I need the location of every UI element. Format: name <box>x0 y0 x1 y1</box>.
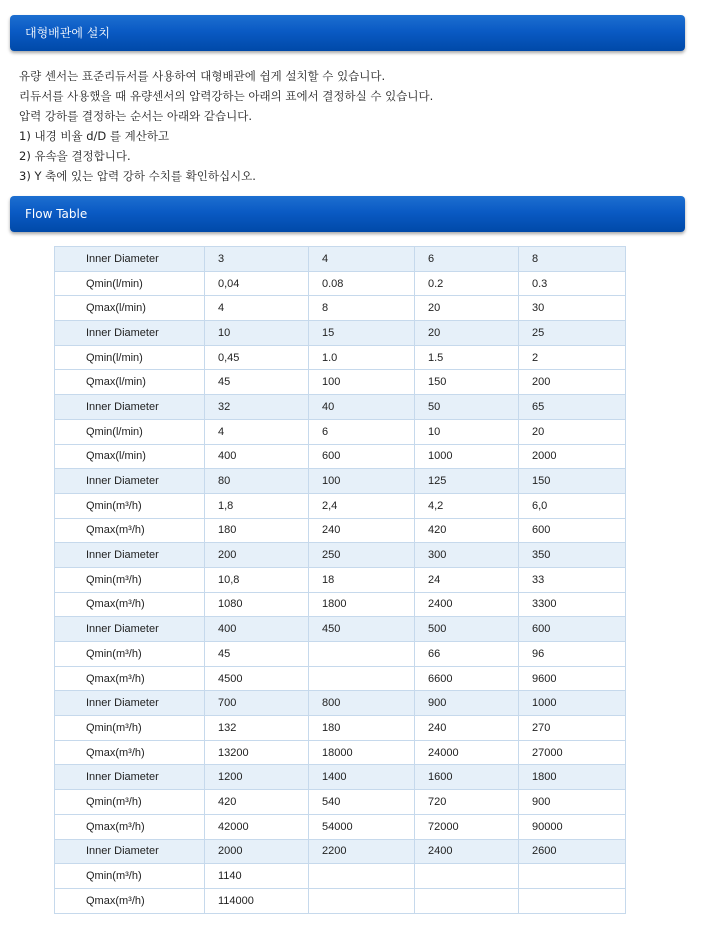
value-cell <box>309 666 415 691</box>
table-row <box>55 691 626 716</box>
value-cell: 18000 <box>309 740 415 765</box>
value-cell <box>309 642 415 667</box>
value-cell: 90000 <box>519 814 626 839</box>
row-label-cell: Inner Diameter <box>55 765 205 790</box>
value-cell: 66 <box>415 642 519 667</box>
table-row <box>55 567 626 592</box>
value-cell: 100 <box>309 370 415 395</box>
value-cell: 2000 <box>205 839 309 864</box>
row-label-cell: Inner Diameter <box>55 247 205 272</box>
value-cell: 400 <box>205 617 309 642</box>
value-cell: 600 <box>519 617 626 642</box>
table-row <box>55 839 626 864</box>
value-cell: 65 <box>519 395 626 420</box>
row-label-cell: Qmax(l/min) <box>55 296 205 321</box>
value-cell: 900 <box>519 790 626 815</box>
value-cell: 25 <box>519 321 626 346</box>
value-cell: 0.2 <box>415 271 519 296</box>
row-label-cell: Qmax(m³/h) <box>55 666 205 691</box>
value-cell: 45 <box>205 642 309 667</box>
value-cell: 96 <box>519 642 626 667</box>
value-cell: 13200 <box>205 740 309 765</box>
value-cell: 1800 <box>519 765 626 790</box>
value-cell: 1.5 <box>415 345 519 370</box>
row-label-cell: Qmin(m³/h) <box>55 493 205 518</box>
value-cell: 1140 <box>205 864 309 889</box>
value-cell: 500 <box>415 617 519 642</box>
value-cell: 180 <box>205 518 309 543</box>
row-label-cell: Qmax(m³/h) <box>55 888 205 913</box>
value-cell: 10 <box>415 419 519 444</box>
row-label-cell: Qmin(l/min) <box>55 419 205 444</box>
value-cell: 0.3 <box>519 271 626 296</box>
value-cell: 720 <box>415 790 519 815</box>
table-row <box>55 247 626 272</box>
table-row <box>55 395 626 420</box>
table-row <box>55 716 626 741</box>
value-cell: 72000 <box>415 814 519 839</box>
value-cell: 0,45 <box>205 345 309 370</box>
value-cell: 350 <box>519 543 626 568</box>
value-cell: 450 <box>309 617 415 642</box>
row-label-cell: Qmax(l/min) <box>55 370 205 395</box>
value-cell: 15 <box>309 321 415 346</box>
value-cell: 600 <box>519 518 626 543</box>
value-cell: 2400 <box>415 592 519 617</box>
value-cell: 1600 <box>415 765 519 790</box>
value-cell: 1.0 <box>309 345 415 370</box>
row-label-cell: Qmax(l/min) <box>55 444 205 469</box>
table-row <box>55 345 626 370</box>
value-cell <box>519 888 626 913</box>
value-cell: 1400 <box>309 765 415 790</box>
value-cell: 200 <box>519 370 626 395</box>
row-label-cell: Qmax(m³/h) <box>55 740 205 765</box>
value-cell: 2 <box>519 345 626 370</box>
value-cell: 0.08 <box>309 271 415 296</box>
value-cell: 3 <box>205 247 309 272</box>
value-cell: 2200 <box>309 839 415 864</box>
value-cell: 132 <box>205 716 309 741</box>
table-row <box>55 740 626 765</box>
table-row <box>55 296 626 321</box>
value-cell: 3300 <box>519 592 626 617</box>
value-cell: 54000 <box>309 814 415 839</box>
value-cell: 33 <box>519 567 626 592</box>
value-cell: 240 <box>309 518 415 543</box>
value-cell: 20 <box>519 419 626 444</box>
value-cell: 250 <box>309 543 415 568</box>
value-cell: 700 <box>205 691 309 716</box>
value-cell: 8 <box>519 247 626 272</box>
value-cell: 24000 <box>415 740 519 765</box>
value-cell: 4,2 <box>415 493 519 518</box>
value-cell: 900 <box>415 691 519 716</box>
value-cell: 125 <box>415 469 519 494</box>
table-row <box>55 543 626 568</box>
value-cell: 1,8 <box>205 493 309 518</box>
value-cell: 0,04 <box>205 271 309 296</box>
value-cell: 150 <box>519 469 626 494</box>
table-row <box>55 321 626 346</box>
intro-line: 압력 강하를 결정하는 순서는 아래와 같습니다. <box>19 109 253 123</box>
section-header-install <box>10 15 685 51</box>
intro-line: 2) 유속을 결정합니다. <box>19 149 131 163</box>
value-cell <box>415 888 519 913</box>
value-cell: 42000 <box>205 814 309 839</box>
value-cell: 20 <box>415 321 519 346</box>
value-cell: 20 <box>415 296 519 321</box>
table-row <box>55 493 626 518</box>
value-cell: 10,8 <box>205 567 309 592</box>
value-cell: 540 <box>309 790 415 815</box>
value-cell: 6,0 <box>519 493 626 518</box>
table-row <box>55 790 626 815</box>
row-label-cell: Inner Diameter <box>55 839 205 864</box>
row-label-cell: Qmin(m³/h) <box>55 642 205 667</box>
value-cell: 6 <box>415 247 519 272</box>
value-cell: 50 <box>415 395 519 420</box>
intro-line: 유량 센서는 표준리듀서를 사용하여 대형배관에 쉽게 설치할 수 있습니다. <box>19 69 386 83</box>
value-cell: 420 <box>205 790 309 815</box>
value-cell: 10 <box>205 321 309 346</box>
row-label-cell: Qmax(m³/h) <box>55 592 205 617</box>
table-row <box>55 864 626 889</box>
intro-line: 리듀서를 사용했을 때 유량센서의 압력강하는 아래의 표에서 결정하실 수 있습니다. <box>19 89 434 103</box>
value-cell: 2600 <box>519 839 626 864</box>
row-label-cell: Inner Diameter <box>55 543 205 568</box>
intro-line: 3) Y 축에 있는 압력 강하 수치를 확인하십시오. <box>19 169 256 183</box>
value-cell: 300 <box>415 543 519 568</box>
value-cell <box>309 864 415 889</box>
value-cell: 600 <box>309 444 415 469</box>
value-cell: 2400 <box>415 839 519 864</box>
row-label-cell: Qmin(m³/h) <box>55 790 205 815</box>
value-cell: 30 <box>519 296 626 321</box>
value-cell: 240 <box>415 716 519 741</box>
value-cell: 8 <box>309 296 415 321</box>
table-row <box>55 518 626 543</box>
value-cell: 4 <box>309 247 415 272</box>
table-row <box>55 814 626 839</box>
table-row <box>55 617 626 642</box>
row-label-cell: Inner Diameter <box>55 469 205 494</box>
row-label-cell: Qmax(m³/h) <box>55 814 205 839</box>
value-cell: 6 <box>309 419 415 444</box>
value-cell: 270 <box>519 716 626 741</box>
row-label-cell: Qmin(l/min) <box>55 271 205 296</box>
value-cell <box>415 864 519 889</box>
row-label-cell: Inner Diameter <box>55 617 205 642</box>
intro-text <box>19 66 679 186</box>
value-cell: 180 <box>309 716 415 741</box>
table-row <box>55 642 626 667</box>
row-label-cell: Qmax(m³/h) <box>55 518 205 543</box>
value-cell: 2,4 <box>309 493 415 518</box>
row-label-cell: Inner Diameter <box>55 321 205 346</box>
table-row <box>55 765 626 790</box>
row-label-cell: Inner Diameter <box>55 691 205 716</box>
value-cell: 150 <box>415 370 519 395</box>
row-label-cell: Qmin(m³/h) <box>55 716 205 741</box>
flow-table-body <box>55 247 626 914</box>
value-cell <box>519 864 626 889</box>
value-cell: 9600 <box>519 666 626 691</box>
value-cell: 4 <box>205 419 309 444</box>
row-label-cell: Qmin(l/min) <box>55 345 205 370</box>
value-cell: 100 <box>309 469 415 494</box>
table-row <box>55 469 626 494</box>
table-row <box>55 666 626 691</box>
value-cell: 18 <box>309 567 415 592</box>
value-cell <box>309 888 415 913</box>
value-cell: 1000 <box>519 691 626 716</box>
value-cell: 1080 <box>205 592 309 617</box>
value-cell: 27000 <box>519 740 626 765</box>
value-cell: 1800 <box>309 592 415 617</box>
section-title: 대형배관에 설치 <box>25 26 110 40</box>
value-cell: 114000 <box>205 888 309 913</box>
value-cell: 2000 <box>519 444 626 469</box>
value-cell: 32 <box>205 395 309 420</box>
flow-table <box>54 246 626 914</box>
value-cell: 24 <box>415 567 519 592</box>
table-row <box>55 888 626 913</box>
table-row <box>55 444 626 469</box>
row-label-cell: Inner Diameter <box>55 395 205 420</box>
value-cell: 4500 <box>205 666 309 691</box>
intro-line: 1) 내경 비율 d/D 를 계산하고 <box>19 129 170 143</box>
value-cell: 1200 <box>205 765 309 790</box>
table-row <box>55 592 626 617</box>
value-cell: 200 <box>205 543 309 568</box>
value-cell: 6600 <box>415 666 519 691</box>
value-cell: 45 <box>205 370 309 395</box>
value-cell: 420 <box>415 518 519 543</box>
row-label-cell: Qmin(m³/h) <box>55 567 205 592</box>
table-row <box>55 370 626 395</box>
table-row <box>55 419 626 444</box>
section-header-flow-table <box>10 196 685 232</box>
value-cell: 4 <box>205 296 309 321</box>
row-label-cell: Qmin(m³/h) <box>55 864 205 889</box>
value-cell: 1000 <box>415 444 519 469</box>
value-cell: 40 <box>309 395 415 420</box>
table-row <box>55 271 626 296</box>
value-cell: 800 <box>309 691 415 716</box>
section-title: Flow Table <box>25 207 88 221</box>
value-cell: 400 <box>205 444 309 469</box>
value-cell: 80 <box>205 469 309 494</box>
